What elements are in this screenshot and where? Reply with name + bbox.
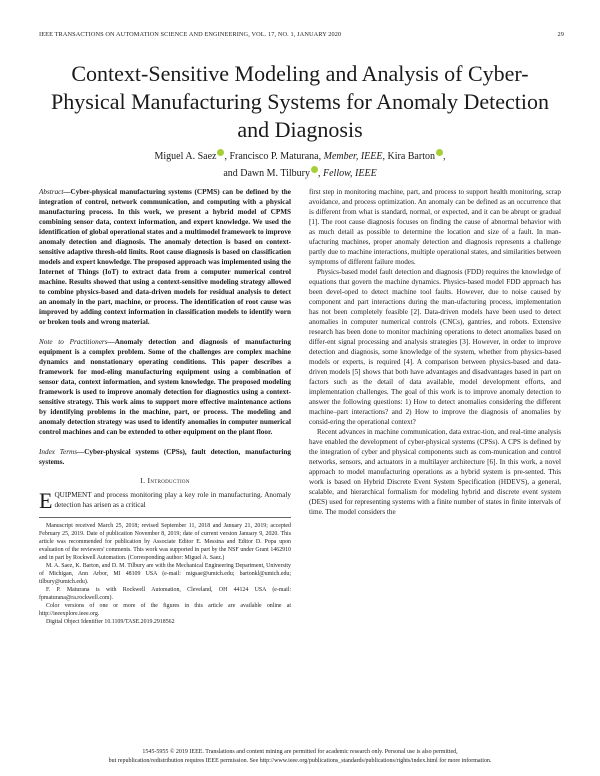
abstract-label: Abstract	[39, 188, 64, 196]
author-tilbury: and Dawn M. Tilbury	[223, 168, 310, 179]
orcid-icon[interactable]	[217, 149, 224, 156]
intro-text: and process monitoring play a key role in manufacturing. Anomaly detection has arisen as a critical	[54, 491, 291, 509]
note-to-practitioners: Note to Practitioners—Anomaly detection and diagnosis of manufacturing equipment is a complex problem. Some of the challenges are complex machine dynamics and nonstationary operating conditions. This paper describes a framework for mod-eling manufacturing equipment using a combination of sensor data, context information, and system knowledge. The proposed modeling framework is used to improve anomaly detection for diagnostics using a context-sensitive strategy. This work aims to support more effective maintenance actions by identifying problems in the machine, part, or process. The modeling and anomaly detection strategy was used to identify anomalies in computer numerical control machines and can be extended to other equipment on the plant floor.	[39, 338, 291, 436]
body-paragraph: Physics-based model fault detection and diagnosis (FDD) requires the knowledge of equations that govern the machine dynamics. Physics-based model FDD approach has been devel-oped to detect machine tool faults. However, due to noise caused by component and part interactions during the man-ufacturing process, implementation has not been completely feasible [2]. Data-driven models have been used to detect anomalies in computer numerical controls (CNCs), gantries, and robots. Extensive research has been done to monitor machining operations to detect anomalies based on differ-ent signal processing and analysis strategies [3]. However, in order to improve detection and diagnosis, some knowledge of the system, whether from physics-based models or experts, is required [4]. A comparison between physics-based and data-driven models [5] shows that both have advantages and disadvantages based in part on factors such as the detail of data available, model development efforts, and implementation challenges. The goal of this work is to improve anomaly detection to answer the following questions: 1) How to detect anomalies considering the different machine–part interactions? and 2) How to improve the diagnosis of anomalies by consid-ering the operational context?	[309, 268, 561, 426]
copyright-line-1: 1545-5955 © 2019 IEEE. Translations and content mining are permitted for academic research only. Personal use is also permitted,	[142, 749, 458, 755]
author-maturana: Francisco P. Maturana,	[229, 151, 322, 162]
footnote-affiliation-rockwell: F. P. Maturana is with Rockwell Automation, Cleveland, OH 44124 USA (e-mail: fpmaturana@ra.rockwell.com).	[39, 587, 291, 601]
abstract-text: Cyber-physical manufacturing systems (CPMS) can be defined by the integration of control, network communication, and computing with a physical manufacturing process. In this work, we present a hybrid model of CPMS combining sensor data, context information, and expert knowledge. We used the identification of global operational states and a multimodel framework to improve anomaly detection and diagnosis. The anomaly detection is based on context-sensitive adaptive thresh-old limits. Root cause diagnosis is based on classification models and expert knowledge. The proposed approach was implemented using the Internet of Things (IoT) to extract data from a computer numerical control machine. Results showed that using a context-sensitive modeling strategy allowed to combine physics-based and data-driven models for residual analysis to detect an anomaly in the part, machine, or process. The identification of root cause was improved by adding context information in classification models to identify worn or broken tools and wrong material.	[39, 188, 291, 326]
practitioners-text: Anomaly detection and diagnosis of manufacturing equipment is a complex problem. Some of the challenges are complex machine dynamics and nonstationary operating conditions. This paper describes a framework for mod-eling manufacturing equipment using a combination of sensor data, context information, and system knowledge. The proposed modeling framework is used to improve anomaly detection for diagnostics using a context-sensitive strategy. This work aims to support more effective maintenance actions by identifying problems in the machine, part, or process. The modeling and anomaly detection strategy was used to identify anomalies in computer numerical control machines and can be extended to other equipment on the plant floor.	[39, 338, 291, 436]
index-terms-label: Index Terms	[39, 448, 78, 456]
drop-cap: E	[39, 488, 53, 513]
author-tilbury-role: Fellow, IEEE	[323, 168, 377, 179]
author-saez: Miguel A. Saez	[154, 151, 217, 162]
copyright-line-2: but republication/redistribution requires IEEE permission. See http://www.ieee.org/publications_standards/publications/rights/index.html for more information.	[108, 757, 492, 764]
author-barton: Kira Barton	[387, 151, 435, 162]
index-terms-text: Cyber-physical systems (CPSs), fault detection, manufacturing systems.	[39, 448, 291, 466]
running-head	[39, 31, 564, 38]
intro-paragraph	[39, 488, 291, 513]
author-maturana-role: Member, IEEE	[323, 151, 383, 162]
footnote-color-versions: Color versions of one or more of the figures in this article are available online at http://ieeexplore.ieee.org.	[39, 603, 291, 617]
body-paragraph: Recent advances in machine communication, data extrac-tion, and real-time analysis have enabled the development of cyber-physical systems (CPSs). A CPS is defined by the integration of cyber and physical components such as com-munication and control networks, sensors, and actuators in a multilayer architecture [6]. In this work, a novel approach to model manufacturing operations as a hybrid system is pre-sented. This work is based on Hybrid Discrete Event System Specification (HDEVS), a general, scalable, and hierarchical formalism for modeling hybrid and discrete event system (DES) used for representing systems with a finite number of states in finite intervals of time. The model considers the	[309, 428, 561, 516]
paper-title: Context-Sensitive Modeling and Analysis of Cyber-Physical Manufacturing Systems for Anomaly Detection and Diagnosis	[51, 61, 549, 142]
practitioners-label: Note to Practitioners	[39, 338, 108, 346]
journal-name: IEEE TRANSACTIONS ON AUTOMATION SCIENCE AND ENGINEERING, VOL. 17, NO. 1, JANUARY 2020	[39, 31, 342, 38]
orcid-icon[interactable]	[436, 149, 443, 156]
orcid-icon[interactable]	[311, 166, 318, 173]
body-paragraph: first step in monitoring machine, part, and process to support health monitoring, scrap avoidance, and process optimization. An anomaly can be defined as an occurrence that is different from what is standard, normal, or expected, and it can be abrupt or gradual [1]. The root cause diagnosis focuses on finding the cause of abnormal behavior with as much detail as possible to determine the location and size of a fault. In man-ufacturing machines, proper anomaly detection and diagnosis represents a challenge partly due to machine interactions, multiple operational states, and similarities between symptoms of different failure modes.	[309, 188, 561, 266]
index-terms: Index Terms—Cyber-physical systems (CPSs), fault detection, manufacturing systems.	[39, 448, 291, 466]
copyright-notice	[40, 748, 560, 765]
footnote-affiliation-umich: M. A. Saez, K. Barton, and D. M. Tilbury are with the Mechanical Engineering Department, University of Michigan, Ann Arbor, MI 48109 USA (e-mail: migsae@umich.edu; bartonkl@umich.edu; tilbury@umich.edu).	[39, 563, 291, 585]
left-column	[39, 187, 291, 626]
author-list: Miguel A. Saez , Francisco P. Maturana, Member, IEEE, Kira Barton , and Dawn M. Tilbury , Fellow, IEEE	[154, 151, 446, 179]
abstract: Abstract—Cyber-physical manufacturing systems (CPMS) can be defined by the integration of control, network communication, and computing with a physical manufacturing process. In this work, we present a hybrid model of CPMS combining sensor data, context information, and expert knowledge. We used the identification of global operational states and a multimodel framework to improve anomaly detection and diagnosis. The anomaly detection is based on context-sensitive adaptive thresh-old limits. Root cause diagnosis is based on classification models and expert knowledge. The proposed approach was implemented using the Internet of Things (IoT) to extract data from a computer numerical control machine. Results showed that using a context-sensitive modeling strategy allowed to combine physics-based and data-driven models for residual analysis to detect an anomaly in the part, machine, or process. The identification of root cause was improved by adding context information in classification models to identify worn or broken tools and wrong material.	[39, 188, 291, 326]
footnote-doi: Digital Object Identifier 10.1109/TASE.2019.2918562	[46, 619, 175, 625]
section-heading-introduction: I. Introduction	[140, 476, 190, 485]
intro-first-word: QUIPMENT	[54, 491, 92, 499]
footnote-manuscript: Manuscript received March 25, 2018; revised September 11, 2018 and January 21, 2019; accepted February 25, 2019. Date of publication November 8, 2019; date of current version January 9, 2020. This article was recommended for publication by Associate Editor E. Messina and Editor D. Popa upon evaluation of the reviewers' comments. This work was supported in part by the NSF under Grant 1462910 and in part by Rockwell Automation. (Corresponding author: Miguel A. Saez.)	[39, 523, 291, 561]
footnotes	[39, 517, 291, 626]
right-column	[309, 187, 561, 517]
page-number: 29	[557, 31, 564, 38]
